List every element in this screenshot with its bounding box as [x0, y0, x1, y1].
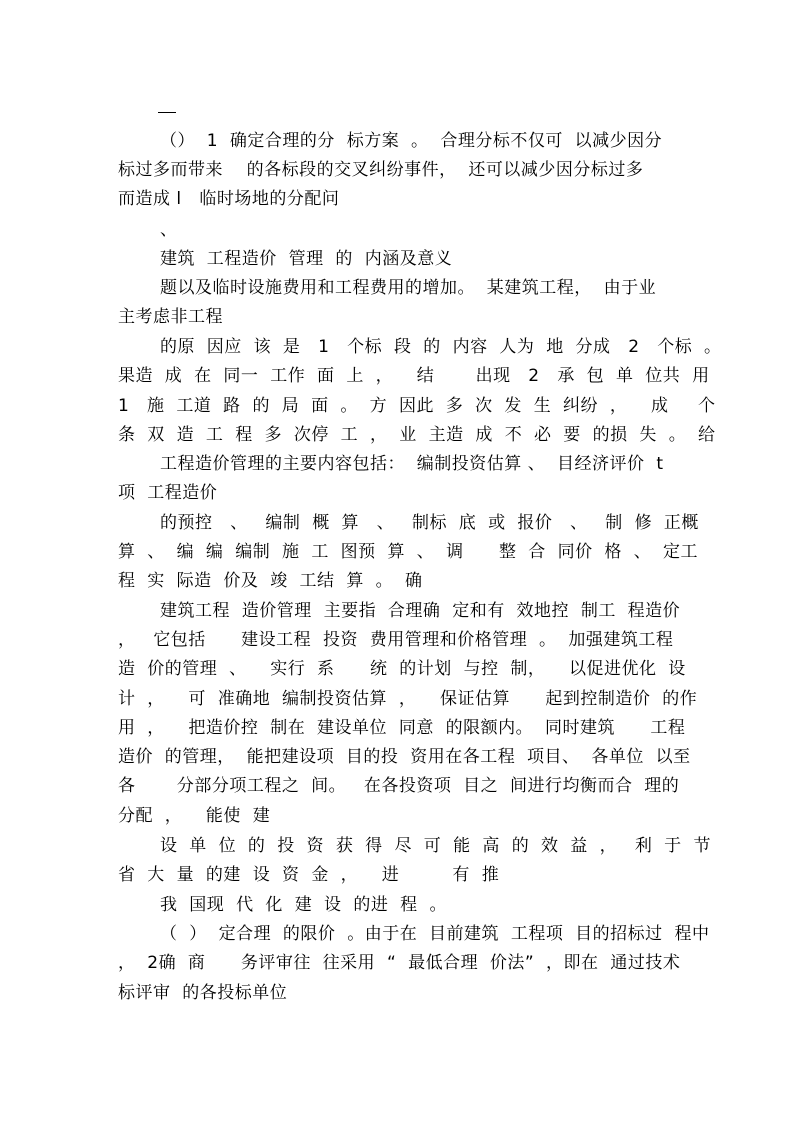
text-line-14: 的预控 、 编制 概 算 、 制标 底 或 报价 、 制 修 正概	[160, 513, 699, 533]
text-line-28: （ ） 定合理 的限价 。由于在 目前建筑 工程项 目的招标过 程中	[160, 924, 710, 944]
text-line-29: ， 2确 商 务评审往 往采用 “ 最低合理 价法” ，即在 通过技术	[118, 953, 681, 973]
text-line-11: 条 双 造 工 程 多 次停 工 ， 业 主造 成 不 必 要 的损 失 。 给	[118, 425, 716, 445]
text-line-22: 造价 的管理， 能把建设项 目的投 资用在各工程 项目、 各单位 以至	[118, 747, 691, 767]
text-line-19: 造 价的管理 、 实行 系 统 的计划 与控 制， 以促进优化 设	[118, 659, 686, 679]
text-line-5: 建筑 工程造价 管理 的 内涵及意义	[160, 249, 453, 269]
text-line-16: 程 实 际造 价及 竣 工结 算 。 确	[118, 571, 423, 591]
text-line-20: 计 ， 可 准确地 编制投资估算 ， 保证估算 起到控制造价 的作	[118, 689, 698, 709]
text-line-26: 省 大 量 的建 设 资 金 ， 进 有 推	[118, 865, 500, 885]
text-line-6: 题以及临时设施费用和工程费用的增加。 某建筑工程， 由于业	[160, 278, 657, 298]
text-line-18: ， 它包括 建设工程 投资 费用管理和价格管理 。 加强建筑工程	[118, 630, 674, 650]
text-line-21: 用 ， 把造价控 制在 建设单位 同意 的限额内。 同时建筑 工程	[118, 718, 686, 738]
text-line-4: 、	[160, 220, 178, 240]
text-line-1: （） 1 确定合理的分 标方案 。 合理分标不仅可 以减少因分	[160, 131, 663, 151]
text-line-8: 的原 因应 该 是 1 个标 段 的 内容 人为 地 分成 2 个标 。	[160, 337, 722, 357]
text-line-9: 果造 成 在 同一 工作 面 上 ， 结 出现 2 承 包 单 位共 用	[118, 366, 710, 386]
text-line-2: 标过多而带来 的各标段的交叉纠纷事件， 还可以减少因分标过多	[118, 160, 644, 180]
text-line-25: 设 单 位 的 投 资 获 得 尽 可 能 高 的 效 益 ， 利 于 节	[160, 836, 711, 856]
text-line-17: 建筑工程 造价管理 主要指 合理确 定和有 效地控 制工 程造价	[160, 601, 681, 621]
text-line-24: 分配 ， 能使 建	[118, 806, 271, 826]
text-line-23: 各 分部分项工程之 间。 在各投资项 目之 间进行均衡而合 理的	[118, 776, 680, 796]
text-line-7: 主考虑非工程	[118, 307, 223, 327]
text-line-15: 算 、 编 编 编制 施 工 图预 算 、 调 整 合 同价 格 、 定工	[118, 542, 699, 562]
heading-dash	[158, 112, 176, 113]
text-line-13: 项 工程造价	[118, 483, 218, 503]
text-line-10: 1 施 工道 路 的 局 面 。 方 因此 多 次 发 生 纠纷 ， 成 个	[118, 396, 716, 416]
text-line-3: 而造成 l 临时场地的分配问	[118, 189, 340, 209]
text-line-30: 标评审 的各投标单位	[118, 983, 288, 1003]
text-line-27: 我 国现 代 化 建 设 的进 程 。	[160, 895, 447, 915]
text-line-12: 工程造价管理的主要内容包括： 编制投资估算 、 目经济评价 t	[160, 454, 664, 474]
